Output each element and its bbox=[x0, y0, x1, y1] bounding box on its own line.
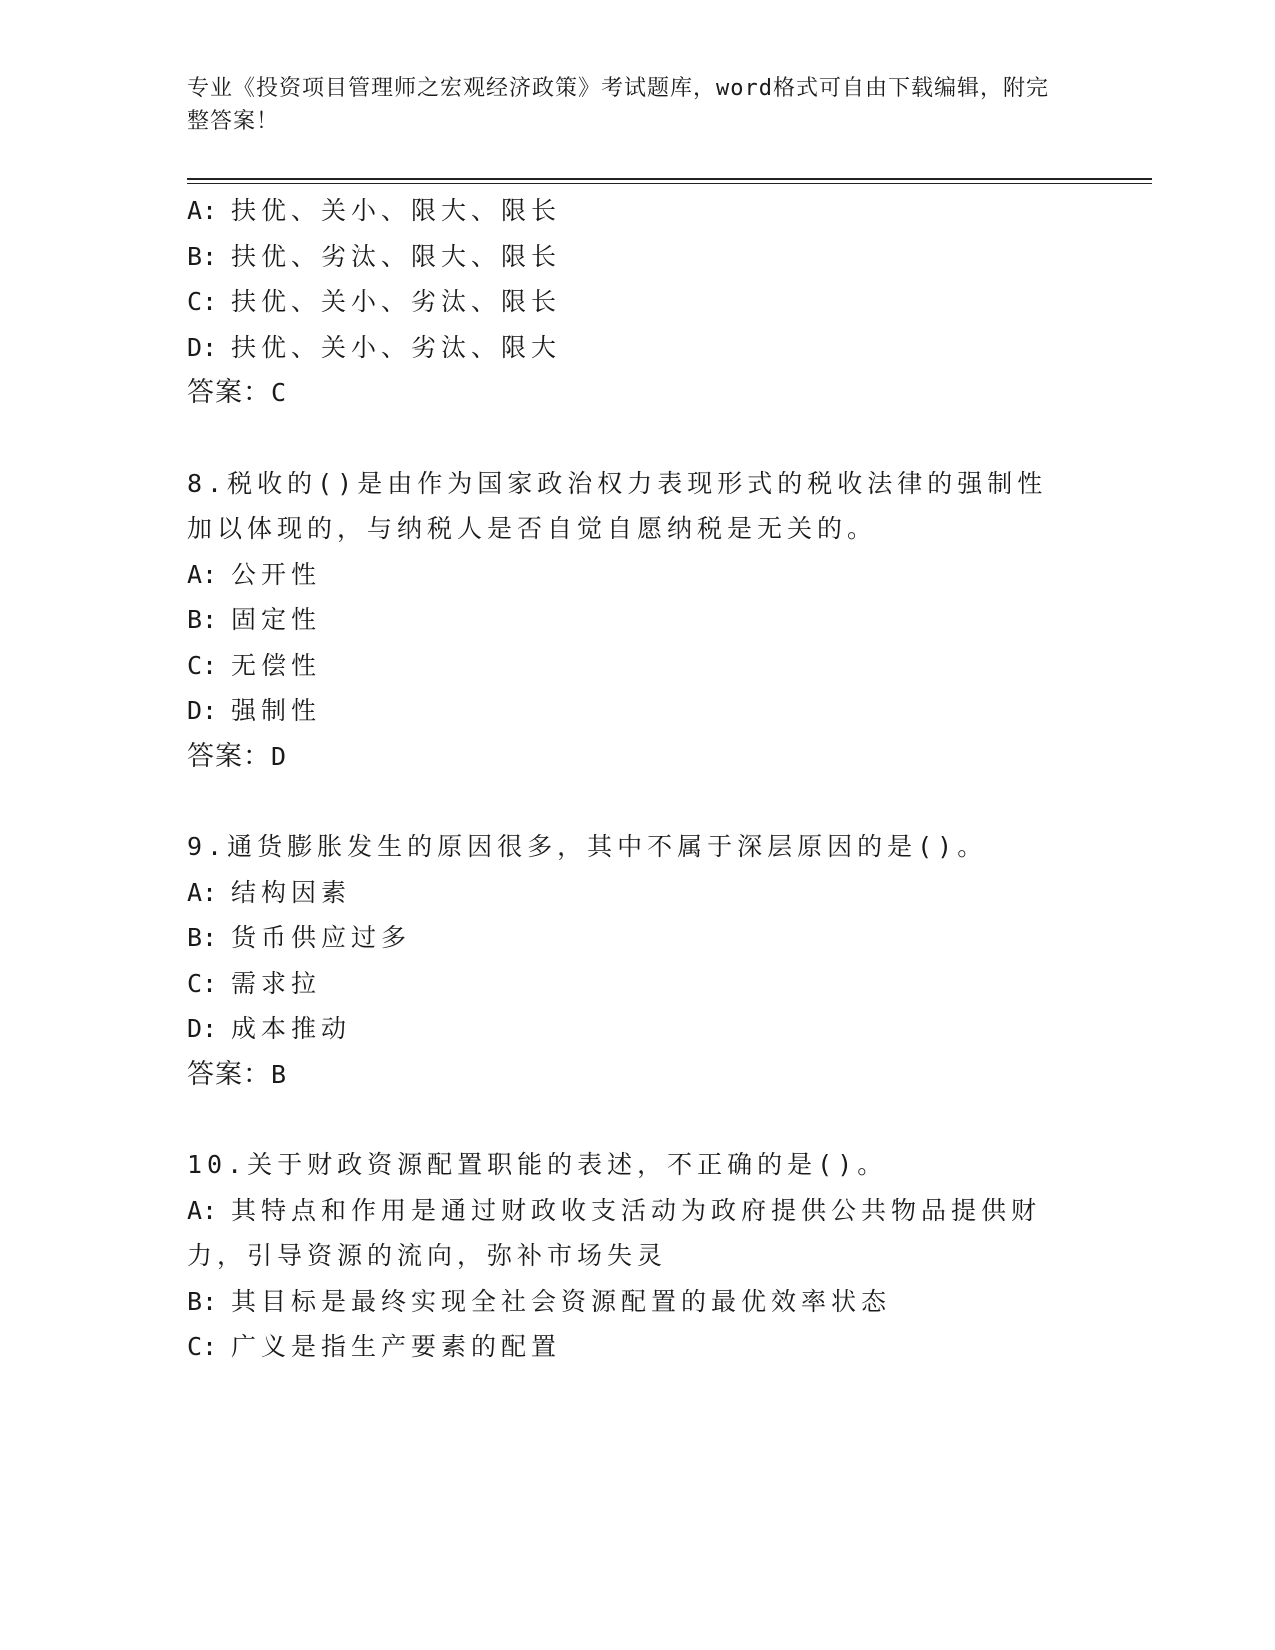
option-d bbox=[187, 688, 1077, 734]
option-text: 扶优、关小、劣汰、限长 bbox=[231, 287, 562, 316]
option-label: D: bbox=[187, 1014, 218, 1043]
option-label: B: bbox=[187, 241, 218, 271]
option-c bbox=[187, 961, 1077, 1007]
option-text: 扶优、关小、限大、限长 bbox=[231, 196, 562, 225]
option-label: C: bbox=[187, 1332, 218, 1361]
option-label: B: bbox=[187, 1286, 218, 1316]
option-b bbox=[187, 1279, 1077, 1325]
option-label: A: bbox=[187, 559, 218, 589]
option-b bbox=[187, 597, 1077, 643]
option-label: A: bbox=[187, 877, 218, 907]
question-7 bbox=[187, 188, 1077, 416]
option-text: 需求拉 bbox=[231, 968, 322, 998]
option-label: A: bbox=[187, 1195, 218, 1225]
option-text: 成本推动 bbox=[231, 1014, 352, 1043]
option-text: 公开性 bbox=[231, 559, 322, 589]
option-label: D: bbox=[187, 696, 218, 725]
question-9 bbox=[187, 824, 1077, 1097]
option-text: 无偿性 bbox=[231, 650, 322, 680]
answer-value: B bbox=[271, 1059, 288, 1089]
option-label: C: bbox=[187, 968, 218, 998]
option-c bbox=[187, 1324, 1077, 1370]
option-a bbox=[187, 188, 1077, 234]
question-stem: 8.税收的()是由作为国家政治权力表现形式的税收法律的强制性加以体现的，与纳税人是否自觉自愿纳税是无关的。 bbox=[187, 468, 1048, 543]
answer-label: 答案： bbox=[187, 377, 271, 408]
option-text: 强制性 bbox=[231, 696, 322, 725]
option-text: 货币供应过多 bbox=[231, 923, 412, 952]
option-b bbox=[187, 234, 1077, 280]
option-text: 广义是指生产要素的配置 bbox=[231, 1332, 562, 1361]
option-text: 结构因素 bbox=[231, 877, 352, 907]
option-a bbox=[187, 1188, 1077, 1279]
header-rule-thin bbox=[187, 183, 1152, 184]
option-a bbox=[187, 870, 1077, 916]
answer-value: C bbox=[271, 378, 288, 407]
option-d bbox=[187, 1006, 1077, 1052]
question-10 bbox=[187, 1142, 1077, 1370]
option-c bbox=[187, 643, 1077, 689]
question-stem: 10.关于财政资源配置职能的表述，不正确的是()。 bbox=[187, 1150, 888, 1179]
option-c bbox=[187, 279, 1077, 325]
answer bbox=[187, 370, 1077, 416]
option-text: 扶优、劣汰、限大、限长 bbox=[231, 241, 562, 271]
page-header: 专业《投资项目管理师之宏观经济政策》考试题库，word格式可自由下载编辑，附完整答案！ bbox=[187, 76, 1049, 134]
option-label: C: bbox=[187, 287, 218, 316]
question-list bbox=[187, 188, 1077, 1370]
option-b bbox=[187, 915, 1077, 961]
option-label: B: bbox=[187, 605, 218, 634]
answer-label: 答案： bbox=[187, 1058, 271, 1090]
header-rule-thick bbox=[187, 178, 1152, 180]
option-text: 其特点和作用是通过财政收支活动为政府提供公共物品提供财力，引导资源的流向，弥补市场失灵 bbox=[187, 1195, 1042, 1270]
option-label: D: bbox=[187, 332, 218, 362]
question-8 bbox=[187, 461, 1077, 780]
answer bbox=[187, 1052, 1077, 1098]
option-label: C: bbox=[187, 650, 218, 680]
question-stem: 9.通货膨胀发生的原因很多，其中不属于深层原因的是()。 bbox=[187, 832, 988, 861]
answer-label: 答案： bbox=[187, 740, 271, 772]
option-a bbox=[187, 552, 1077, 598]
option-label: B: bbox=[187, 923, 218, 952]
option-text: 固定性 bbox=[231, 605, 322, 634]
answer bbox=[187, 734, 1077, 780]
option-text: 其目标是最终实现全社会资源配置的最优效率状态 bbox=[231, 1286, 892, 1316]
option-label: A: bbox=[187, 196, 218, 225]
option-d bbox=[187, 325, 1077, 371]
option-text: 扶优、关小、劣汰、限大 bbox=[231, 332, 562, 362]
answer-value: D bbox=[271, 741, 288, 771]
